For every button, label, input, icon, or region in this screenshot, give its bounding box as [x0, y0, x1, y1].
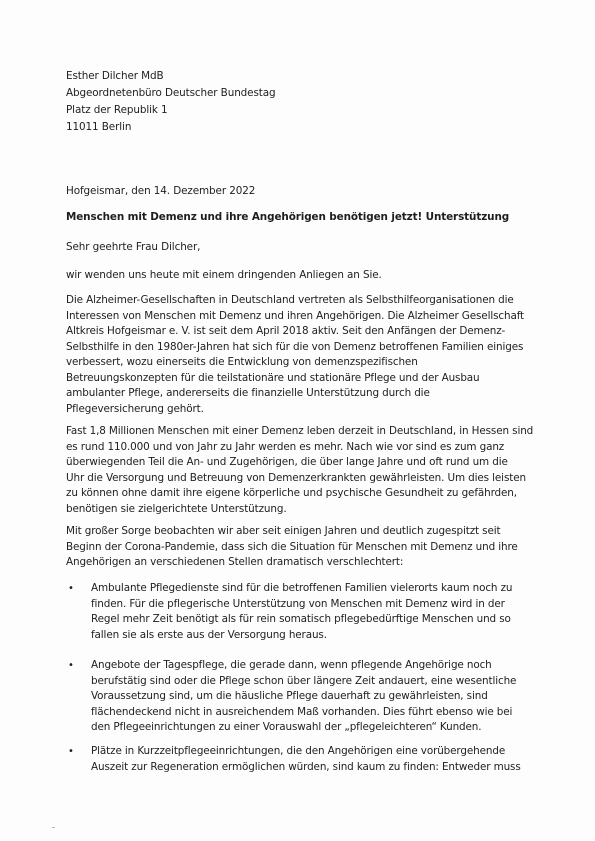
text-line: Regel mehr Zeit benötigt als für rein somatisch pflegebedürftige Menschen und so	[91, 613, 511, 625]
text-line: zu können ohne damit ihre eigene körperliche und psychische Gesundheit zu gefährden,	[66, 487, 517, 499]
text-line: fallen sie als erste aus der Versorgung heraus.	[91, 628, 327, 641]
paragraph	[66, 424, 546, 517]
text-line: Die Alzheimer-Gesellschaften in Deutschland vertreten als Selbsthilfeorganisationen die	[66, 294, 514, 306]
text-line: benötigen sie zielgerichtete Unterstützung.	[66, 502, 287, 515]
text-line: Fast 1,8 Millionen Menschen mit einer Demenz leben derzeit in Deutschland, in Hessen sind	[66, 425, 534, 437]
bullet-item	[91, 581, 551, 643]
bullet-marker: •	[68, 660, 74, 671]
text-line: Mit großer Sorge beobachten wir aber seit einigen Jahren und deutlich zugespitzt seit	[66, 525, 501, 537]
text-line: den Pflegeeinrichtungen zu einer Vorauswahl der „pflegeleichteren“ Kunden.	[91, 721, 482, 733]
recipient-city: 11011 Berlin	[66, 121, 132, 133]
text-line: ambulanter Pflege, andererseits die finanzielle Unterstützung durch die	[66, 387, 430, 399]
subject-line: Menschen mit Demenz und ihre Angehörigen benötigen jetzt! Unterstützung	[66, 211, 510, 223]
text-line: Pflegeversicherung gehört.	[66, 402, 204, 415]
text-line: Uhr die Versorgung und Betreuung von Demenzerkrankten gewährleisten. Um dies leisten	[66, 471, 526, 484]
bullet-item	[91, 744, 551, 775]
intro-sentence: wir wenden uns heute mit einem dringenden Anliegen an Sie.	[66, 269, 382, 281]
date-line: Hofgeismar, den 14. Dezember 2022	[66, 185, 256, 197]
text-line: Plätze in Kurzzeitpflegeeinrichtungen, die den Angehörigen eine vorübergehende	[91, 745, 506, 757]
paragraph	[66, 524, 546, 571]
text-line: Ambulante Pflegedienste sind für die betroffenen Familien vielerorts kaum noch zu	[91, 582, 513, 594]
bullet-marker: •	[68, 746, 74, 757]
text-line: flächendeckend nicht in ausreichendem Maß vorhanden. Dies führt ebenso wie bei	[91, 705, 513, 718]
text-line: es rund 110.000 und von Jahr zu Jahr werden es mehr. Nach wie vor sind es zum ganz	[66, 440, 505, 453]
text-line: Auszeit zur Regeneration ermöglichen würden, sind kaum zu finden: Entweder muss	[91, 760, 521, 773]
text-line: berufstätig sind oder die Pflege schon über längere Zeit andauert, eine wesentliche	[91, 674, 517, 687]
bullet-item	[91, 658, 551, 736]
recipient-street: Platz der Republik 1	[66, 104, 168, 116]
text-line: Angebote der Tagespflege, die gerade dann, wenn pflegende Angehörige noch	[91, 659, 492, 671]
text-line: Interessen von Menschen mit Demenz und ihren Angehörigen. Die Alzheimer Gesellschaft	[66, 309, 525, 322]
text-line: verbessert, wozu einerseits die Entwicklung von demenzspezifischen	[66, 356, 418, 368]
salutation: Sehr geehrte Frau Dilcher,	[66, 241, 201, 253]
paragraph	[66, 293, 546, 417]
text-line: Beginn der Corona-Pandemie, dass sich die Situation für Menschen mit Demenz und ihre	[66, 540, 518, 553]
margin-mark	[52, 827, 55, 828]
recipient-name: Esther Dilcher MdB	[66, 70, 164, 82]
text-line: Angehörigen an verschiedenen Stellen dramatisch verschlechtert:	[66, 556, 404, 568]
bullet-marker: •	[68, 583, 74, 594]
text-line: Selbsthilfe in den 1980er-Jahren hat sich für die von Demenz betroffenen Familien einiges	[66, 340, 524, 353]
text-line: Voraussetzung sind, um die häusliche Pflege dauerhaft zu gewährleisten, sind	[91, 690, 488, 702]
text-line: Betreuungskonzepten für die teilstationäre und stationäre Pflege und der Ausbau	[66, 371, 480, 384]
recipient-office: Abgeordnetenbüro Deutscher Bundestag	[66, 87, 276, 99]
text-line: überwiegenden Teil die An- und Zugehörigen, die über lange Jahre und oft rund um die	[66, 456, 508, 468]
text-line: finden. Für die pflegerische Unterstützung von Menschen mit Demenz wird in der	[91, 597, 505, 610]
text-line: Altkreis Hofgeismar e. V. ist seit dem April 2018 aktiv. Seit den Anfängen der Demenz-	[66, 325, 506, 337]
